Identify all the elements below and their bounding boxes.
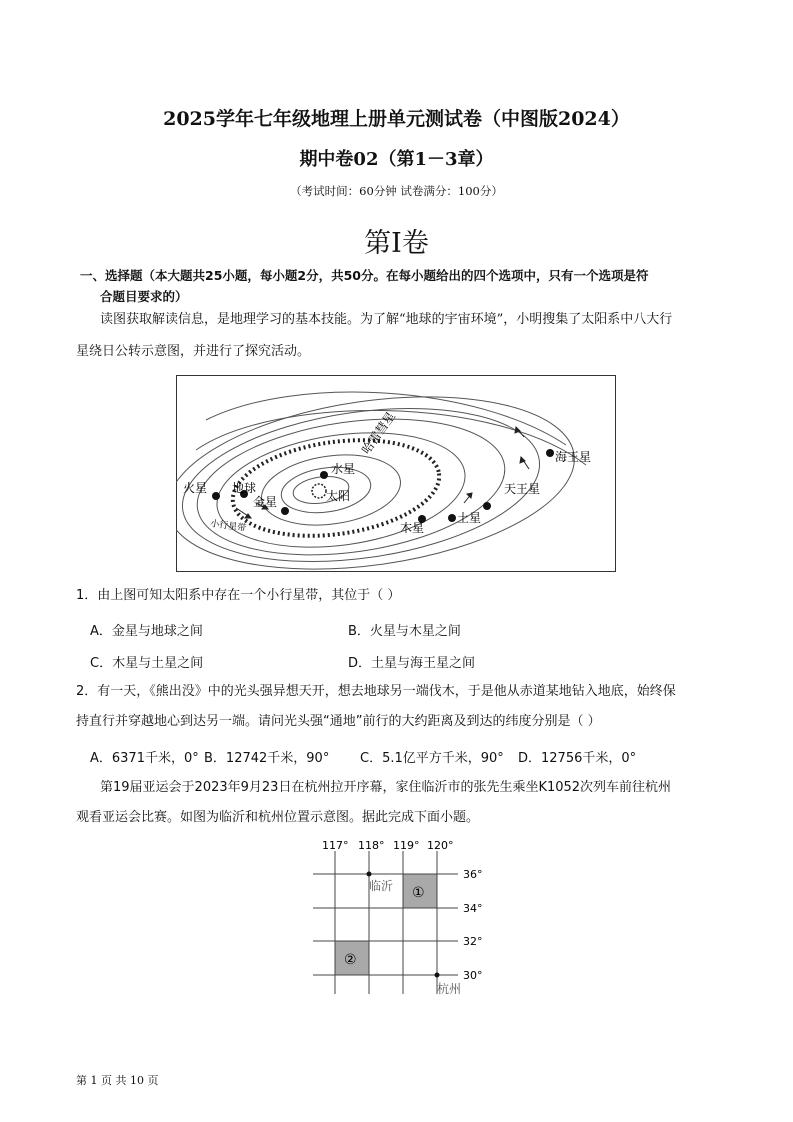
mars-dot bbox=[212, 492, 220, 500]
neptune-dot bbox=[546, 449, 554, 457]
lon-label-118: 118° bbox=[358, 839, 385, 852]
linyi-label: 临沂 bbox=[369, 879, 394, 893]
q1-option-c: C．木星与土星之间 bbox=[90, 656, 204, 671]
exam-title: 2025学年七年级地理上册单元测试卷（中图版2024） bbox=[163, 108, 630, 130]
solar-system-diagram bbox=[176, 375, 616, 572]
q1-option-a: A．金星与地球之间 bbox=[90, 624, 203, 639]
q2-option-b: B．12742千米，90° bbox=[204, 751, 330, 766]
mercury-label: 水星 bbox=[331, 462, 356, 476]
passage2-line1: 第19届亚运会于2023年9月23日在杭州拉开序幕，家住临沂市的张先生乘坐K1052次列车前往杭州 bbox=[100, 780, 672, 795]
jupiter-label: 木星 bbox=[400, 521, 425, 535]
q1-stem: 1．由上图可知太阳系中存在一个小行星带，其位于（ ） bbox=[76, 588, 401, 603]
mars-label: 火星 bbox=[183, 481, 208, 495]
asteroid-belt-label: 小行星带 bbox=[209, 519, 247, 534]
page-footer: 第 1 页 共 10 页 bbox=[76, 1074, 159, 1087]
region-1-label: ① bbox=[412, 885, 425, 901]
saturn-dot bbox=[448, 514, 456, 522]
uranus-label: 天王星 bbox=[504, 482, 541, 496]
venus-dot bbox=[281, 507, 289, 515]
q1-option-d: D．土星与海王星之间 bbox=[348, 656, 476, 671]
volume-title: 第I卷 bbox=[364, 228, 429, 259]
saturn-label: 土星 bbox=[457, 511, 482, 525]
region-2-label: ② bbox=[344, 952, 357, 968]
passage2-line2: 观看亚运会比赛。如图为临沂和杭州位置示意图。据此完成下面小题。 bbox=[76, 810, 480, 825]
passage1-line1: 读图获取解读信息，是地理学习的基本技能。为了解“地球的宇宙环境”，小明搜集了太阳系中八大行 bbox=[100, 312, 673, 327]
hangzhou-label: 杭州 bbox=[437, 982, 462, 996]
lat-label-34: 34° bbox=[463, 902, 483, 915]
lon-label-117: 117° bbox=[322, 839, 349, 852]
exam-subtitle: 期中卷02（第1－3章） bbox=[299, 149, 494, 170]
lat-label-36: 36° bbox=[463, 868, 483, 881]
section-heading-line1: 一、选择题（本大题共25小题，每小题2分，共50分。在每小题给出的四个选项中，只有一个选项是符 bbox=[80, 268, 649, 283]
section-heading-line2: 合题目要求的） bbox=[100, 289, 188, 304]
venus-label: 金星 bbox=[253, 495, 278, 509]
q2-option-d: D．12756千米，0° bbox=[518, 751, 637, 766]
sun-icon bbox=[312, 484, 326, 498]
section-heading bbox=[80, 265, 720, 307]
neptune-label: 海王星 bbox=[555, 450, 592, 464]
lat-label-30: 30° bbox=[463, 969, 483, 982]
exam-info: （考试时间：60分钟 试卷满分：100分） bbox=[290, 184, 503, 198]
lon-label-120: 120° bbox=[427, 839, 454, 852]
linyi-dot bbox=[367, 872, 372, 877]
passage1-line2: 星绕日公转示意图，并进行了探究活动。 bbox=[76, 344, 311, 359]
q2-option-a: A．6371千米，0° bbox=[90, 751, 199, 766]
uranus-dot bbox=[483, 502, 491, 510]
q2-option-c: C．5.1亿平方千米，90° bbox=[360, 751, 504, 766]
sun-label: 太阳 bbox=[326, 489, 351, 503]
hangzhou-dot bbox=[435, 973, 440, 978]
location-grid-map bbox=[308, 836, 498, 1001]
q2-stem-line1: 2．有一天，《熊出没》中的光头强异想天开，想去地球另一端伐木，于是他从赤道某地钻入地底，始终保 bbox=[76, 684, 676, 699]
lat-label-32: 32° bbox=[463, 935, 483, 948]
lon-label-119: 119° bbox=[393, 839, 420, 852]
mercury-dot bbox=[320, 471, 328, 479]
comet-label: 哈雷彗星 bbox=[358, 409, 398, 457]
q2-stem-line2: 持直行并穿越地心到达另一端。请问光头强“通地”前行的大约距离及到达的纬度分别是（ ） bbox=[76, 714, 601, 729]
earth-label: 地球 bbox=[232, 481, 257, 495]
q1-option-b: B．火星与木星之间 bbox=[348, 624, 461, 639]
